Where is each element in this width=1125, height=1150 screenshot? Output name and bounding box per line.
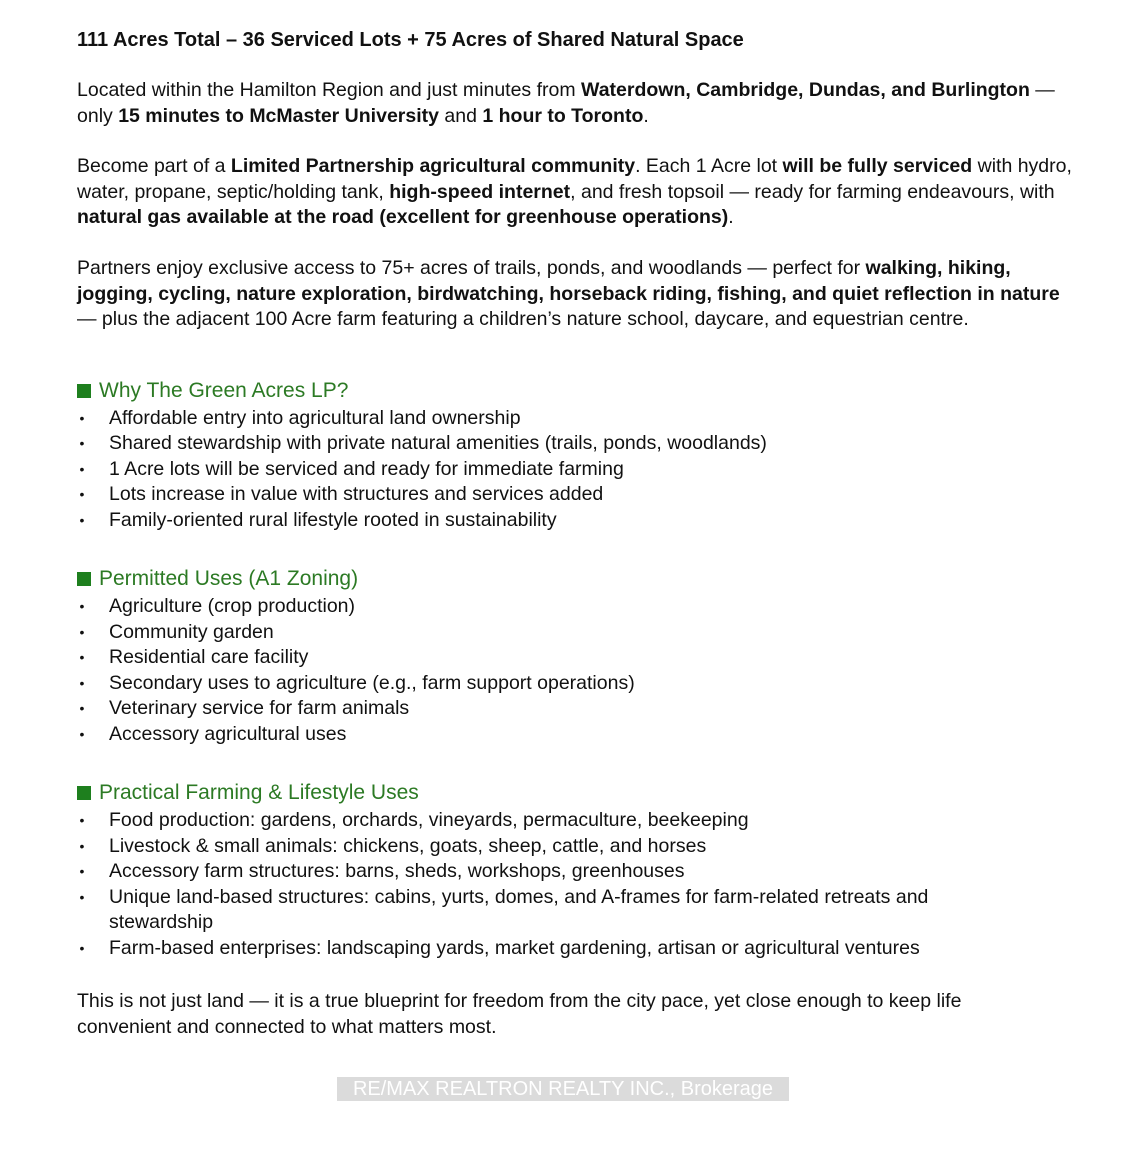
section-heading xyxy=(77,779,1077,807)
list-item xyxy=(77,834,1077,860)
list-item-text: Community garden xyxy=(109,620,274,643)
document-title: 111 Acres Total – 36 Serviced Lots + 75 Acres of Shared Natural Space xyxy=(77,29,744,51)
natural-gas-highlight: natural gas available at the road (excellent for greenhouse operations) xyxy=(77,206,729,229)
list-item-text: Unique land-based structures: cabins, yurts, domes, and A-frames for farm-related retreats and stewardship xyxy=(109,885,929,934)
list-item-text: Agriculture (crop production) xyxy=(109,595,356,618)
list-item xyxy=(77,859,1077,885)
section-practical-uses xyxy=(77,779,1077,961)
location-text: and xyxy=(438,104,483,127)
list-item xyxy=(77,620,1077,646)
partnership-text: . Each 1 Acre lot xyxy=(635,155,783,178)
bullet-list xyxy=(77,594,1077,747)
green-square-icon xyxy=(77,572,91,586)
partnership-paragraph xyxy=(77,154,1077,231)
bullet-icon: • xyxy=(79,409,85,426)
bullet-icon: • xyxy=(79,888,85,905)
list-item xyxy=(77,406,1077,432)
toronto-distance: 1 hour to Toronto xyxy=(482,104,644,127)
green-square-icon xyxy=(77,786,91,800)
list-item-text: Residential care facility xyxy=(109,646,309,669)
list-item-text: Accessory farm structures: barns, sheds, workshops, greenhouses xyxy=(109,860,685,883)
green-square-icon xyxy=(77,384,91,398)
listing-document xyxy=(77,26,1077,1060)
list-item xyxy=(77,594,1077,620)
section-heading-text: Why The Green Acres LP? xyxy=(99,378,349,402)
list-item xyxy=(77,722,1077,748)
serviced-highlight: will be fully serviced xyxy=(782,155,973,178)
location-paragraph xyxy=(77,78,1077,129)
partnership-text: Become part of a xyxy=(77,155,231,178)
list-item-text: Food production: gardens, orchards, vineyards, permaculture, beekeeping xyxy=(109,809,749,832)
location-text: — only xyxy=(77,79,1055,127)
section-heading xyxy=(77,377,1077,405)
section-permitted-uses xyxy=(77,565,1077,747)
partnership-text: , and fresh topsoil — ready for farming endeavours, with xyxy=(570,180,1055,203)
list-item-text: Veterinary service for farm animals xyxy=(109,697,410,720)
list-item-text: Farm-based enterprises: landscaping yards, market gardening, artisan or agricultural ventures xyxy=(109,936,920,959)
list-item xyxy=(77,482,1077,508)
partnership-text: . xyxy=(728,206,734,229)
amenities-paragraph xyxy=(77,256,1077,333)
location-text: Located within the Hamilton Region and just minutes from xyxy=(77,79,582,101)
bullet-icon: • xyxy=(79,435,85,452)
list-item xyxy=(77,457,1077,483)
section-heading xyxy=(77,565,1077,593)
list-item-text: Affordable entry into agricultural land ownership xyxy=(109,406,521,429)
list-item xyxy=(77,808,1077,834)
list-item-text: Livestock & small animals: chickens, goats, sheep, cattle, and horses xyxy=(109,834,707,857)
mcmaster-distance: 15 minutes to McMaster University xyxy=(118,104,439,127)
partnership-text: with hydro, water, propane, septic/holding tank, xyxy=(77,155,1072,203)
list-item-text: Lots increase in value with structures and services added xyxy=(109,483,604,506)
list-item-text: 1 Acre lots will be serviced and ready for immediate farming xyxy=(109,457,624,480)
list-item-text: Family-oriented rural lifestyle rooted in sustainability xyxy=(109,508,557,531)
list-item xyxy=(77,645,1077,671)
list-item-text: Secondary uses to agriculture (e.g., farm support operations) xyxy=(109,671,635,694)
activities-highlight: walking, hiking, jogging, cycling, nature exploration, birdwatching, horseback riding, fishing, and quiet reflection in nature xyxy=(77,256,1060,305)
list-item xyxy=(77,696,1077,722)
amenities-text: — plus the adjacent 100 Acre farm featuring a children’s nature school, daycare, and equestrian centre. xyxy=(77,308,969,331)
brokerage-watermark: RE/MAX REALTRON REALTY INC., Brokerage xyxy=(337,1077,789,1101)
list-item xyxy=(77,936,1077,962)
closing-paragraph: This is not just land — it is a true blueprint for freedom from the city pace, yet close enough to keep life convenient and connected to what matters most. xyxy=(77,990,962,1038)
section-heading-text: Permitted Uses (A1 Zoning) xyxy=(99,567,359,591)
bullet-list xyxy=(77,808,1077,961)
nearby-cities: Waterdown, Cambridge, Dundas, and Burlington xyxy=(581,79,1030,101)
internet-highlight: high-speed internet xyxy=(389,180,571,203)
list-item xyxy=(77,431,1077,457)
list-item xyxy=(77,508,1077,534)
list-item xyxy=(77,885,989,936)
bullet-icon: • xyxy=(79,674,85,691)
bullet-icon: • xyxy=(79,486,85,503)
partnership-highlight: Limited Partnership agricultural community xyxy=(230,155,636,178)
bullet-icon: • xyxy=(79,623,85,640)
bullet-icon: • xyxy=(79,649,85,666)
bullet-list xyxy=(77,406,1077,534)
amenities-text: Partners enjoy exclusive access to 75+ acres of trails, ponds, and woodlands — perfect for xyxy=(77,256,866,279)
bullet-icon: • xyxy=(79,812,85,829)
bullet-icon: • xyxy=(79,511,85,528)
list-item-text: Shared stewardship with private natural amenities (trails, ponds, woodlands) xyxy=(109,432,767,455)
bullet-icon: • xyxy=(79,725,85,742)
bullet-icon: • xyxy=(79,837,85,854)
section-heading-text: Practical Farming & Lifestyle Uses xyxy=(99,781,419,805)
bullet-icon: • xyxy=(79,460,85,477)
bullet-icon: • xyxy=(79,598,85,615)
bullet-icon: • xyxy=(79,863,85,880)
list-item-text: Accessory agricultural uses xyxy=(109,722,347,745)
section-why-green-acres xyxy=(77,377,1077,534)
bullet-icon: • xyxy=(79,939,85,956)
list-item xyxy=(77,671,1077,697)
location-text: . xyxy=(643,104,649,127)
bullet-icon: • xyxy=(79,700,85,717)
